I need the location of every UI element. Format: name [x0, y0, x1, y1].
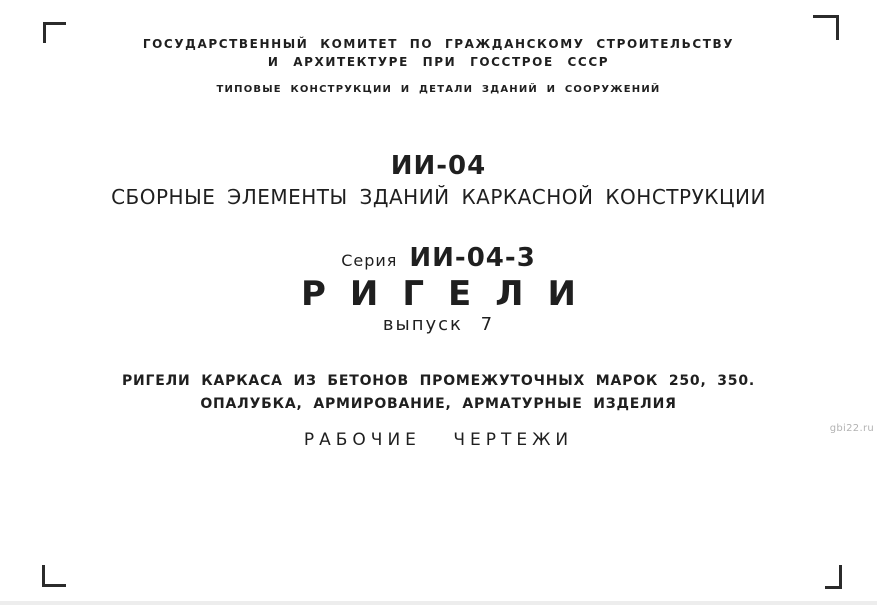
series-main-code: ИИ-04: [390, 151, 487, 181]
series-main-subtitle: СБОРНЫЕ ЭЛЕМЕНТЫ ЗДАНИЙ КАРКАСНОЙ КОНСТРУКЦИИ: [111, 185, 766, 209]
site-watermark: gbi22.ru: [829, 423, 874, 434]
document-title: РИГЕЛИ: [301, 274, 600, 314]
description-line1: РИГЕЛИ КАРКАСА ИЗ БЕТОНОВ ПРОМЕЖУТОЧНЫХ МАРОК 250, 350.: [121, 373, 756, 389]
typical-constructions-line: ТИПОВЫЕ КОНСТРУКЦИИ И ДЕТАЛИ ЗДАНИЙ И СООРУЖЕНИЙ: [216, 84, 661, 95]
committee-name-line2: И АРХИТЕКТУРЕ ПРИ ГОССТРОЕ СССР: [267, 55, 610, 69]
crop-mark-bottom-left-icon: [42, 565, 66, 587]
committee-name-line1: ГОСУДАРСТВЕННЫЙ КОМИТЕТ ПО ГРАЖДАНСКОМУ СТРОИТЕЛЬСТВУ: [142, 37, 735, 51]
scan-bottom-edge: [0, 601, 877, 605]
series-label: Серия: [341, 251, 398, 270]
series-code: ИИ-04-3: [409, 243, 536, 273]
description-line2: ОПАЛУБКА, АРМИРОВАНИЕ, АРМАТУРНЫЕ ИЗДЕЛИЯ: [200, 396, 677, 412]
issue-number: выпуск 7: [382, 314, 495, 335]
drawings-type-label: РАБОЧИЕ ЧЕРТЕЖИ: [303, 430, 574, 450]
series-line: [0, 243, 877, 273]
crop-mark-bottom-right-icon: [825, 565, 842, 589]
